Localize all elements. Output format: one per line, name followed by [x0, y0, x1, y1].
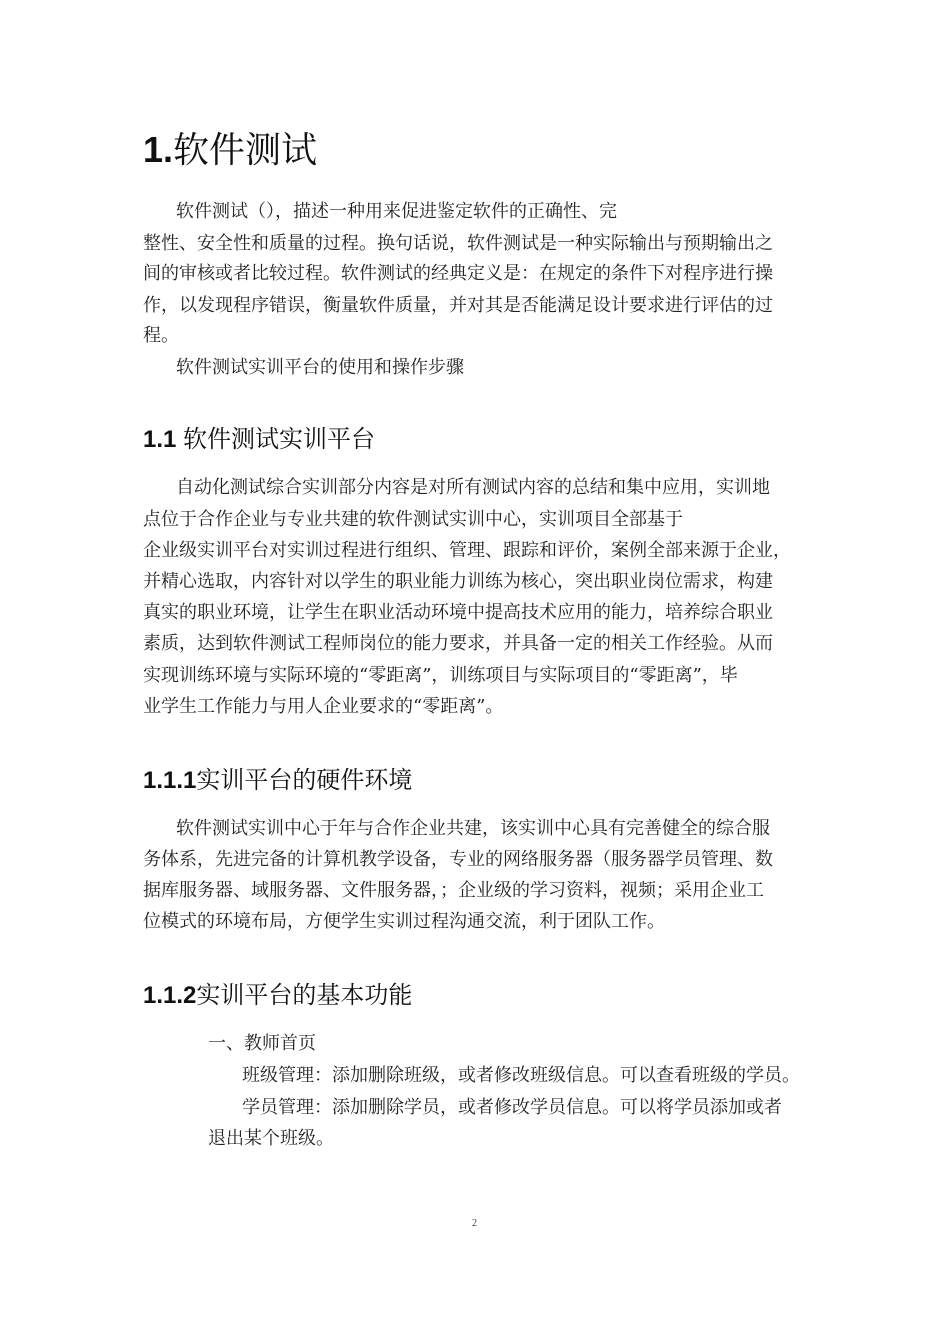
teacher-home-item: 一、教师首页	[208, 1033, 316, 1054]
section-1-1-1-line-2: 务体系，先进完备的计算机教学设备，专业的网络服务器（服务器学员管理、数	[143, 849, 773, 870]
intro-line-3: 间的审核或者比较过程。软件测试的经典定义是：在规定的条件下对程序进行操	[143, 263, 773, 284]
platform-steps-line: 软件测试实训平台的使用和操作步骤	[176, 357, 464, 378]
intro-line-2: 整性、安全性和质量的过程。换句话说，软件测试是一种实际输出与预期输出之	[143, 233, 773, 254]
section-1-1-1-line-4: 位模式的环境布局，方便学生实训过程沟通交流，利于团队工作。	[143, 911, 665, 932]
section-number-1-1: 1.1	[143, 425, 177, 453]
section-1-1-1-line-1: 软件测试实训中心于年与合作企业共建，该实训中心具有完善健全的综合服	[176, 818, 770, 839]
section-1-1-line-8: 业学生工作能力与用人企业要求的“零距离”。	[143, 696, 504, 717]
section-1-1-line-6: 素质，达到软件测试工程师岗位的能力要求，并具备一定的相关工作经验。从而	[143, 633, 773, 654]
section-1-1-line-2: 点位于合作企业与专业共建的软件测试实训中心，实训项目全部基于	[143, 509, 683, 530]
intro-line-5: 程。	[143, 325, 179, 346]
section-title-1-1-2: 实训平台的基本功能	[196, 981, 413, 1009]
section-1-1-1-line-3: 据库服务器、域服务器、文件服务器，；企业级的学习资料，视频；采用企业工	[143, 880, 764, 901]
section-heading-1-1	[143, 423, 375, 457]
page-number: 2	[472, 1218, 477, 1229]
page-title	[143, 127, 317, 173]
section-1-1-line-1: 自动化测试综合实训部分内容是对所有测试内容的总结和集中应用，实训地	[176, 477, 770, 498]
title-text: 软件测试	[173, 129, 318, 171]
section-1-1-line-7: 实现训练环境与实际环境的“零距离”，训练项目与实际项目的“零距离”，毕	[143, 665, 738, 686]
intro-line-1: 软件测试（），描述一种用来促进鉴定软件的正确性、完	[176, 201, 617, 222]
section-title-1-1: 软件测试实训平台	[183, 425, 376, 453]
section-number-1-1-1: 1.1.1	[143, 766, 197, 794]
student-management-continuation: 退出某个班级。	[208, 1128, 334, 1149]
class-management-line: 班级管理：添加删除班级，或者修改班级信息。可以查看班级的学员。	[242, 1065, 800, 1086]
section-heading-1-1-2	[143, 979, 412, 1013]
section-number-1-1-2: 1.1.2	[143, 981, 197, 1009]
intro-line-4: 作，以发现程序错误，衡量软件质量，并对其是否能满足设计要求进行评估的过	[143, 295, 773, 316]
section-1-1-line-5: 真实的职业环境，让学生在职业活动环境中提高技术应用的能力，培养综合职业	[143, 602, 773, 623]
section-1-1-line-4: 并精心选取，内容针对以学生的职业能力训练为核心，突出职业岗位需求，构建	[143, 571, 773, 592]
section-heading-1-1-1	[143, 764, 412, 798]
title-number: 1.	[143, 129, 174, 171]
section-title-1-1-1: 实训平台的硬件环境	[196, 766, 413, 794]
student-management-line: 学员管理：添加删除学员，或者修改学员信息。可以将学员添加或者	[242, 1097, 782, 1118]
section-1-1-line-3: 企业级实训平台对实训过程进行组织、管理、跟踪和评价，案例全部来源于企业，	[143, 540, 791, 561]
